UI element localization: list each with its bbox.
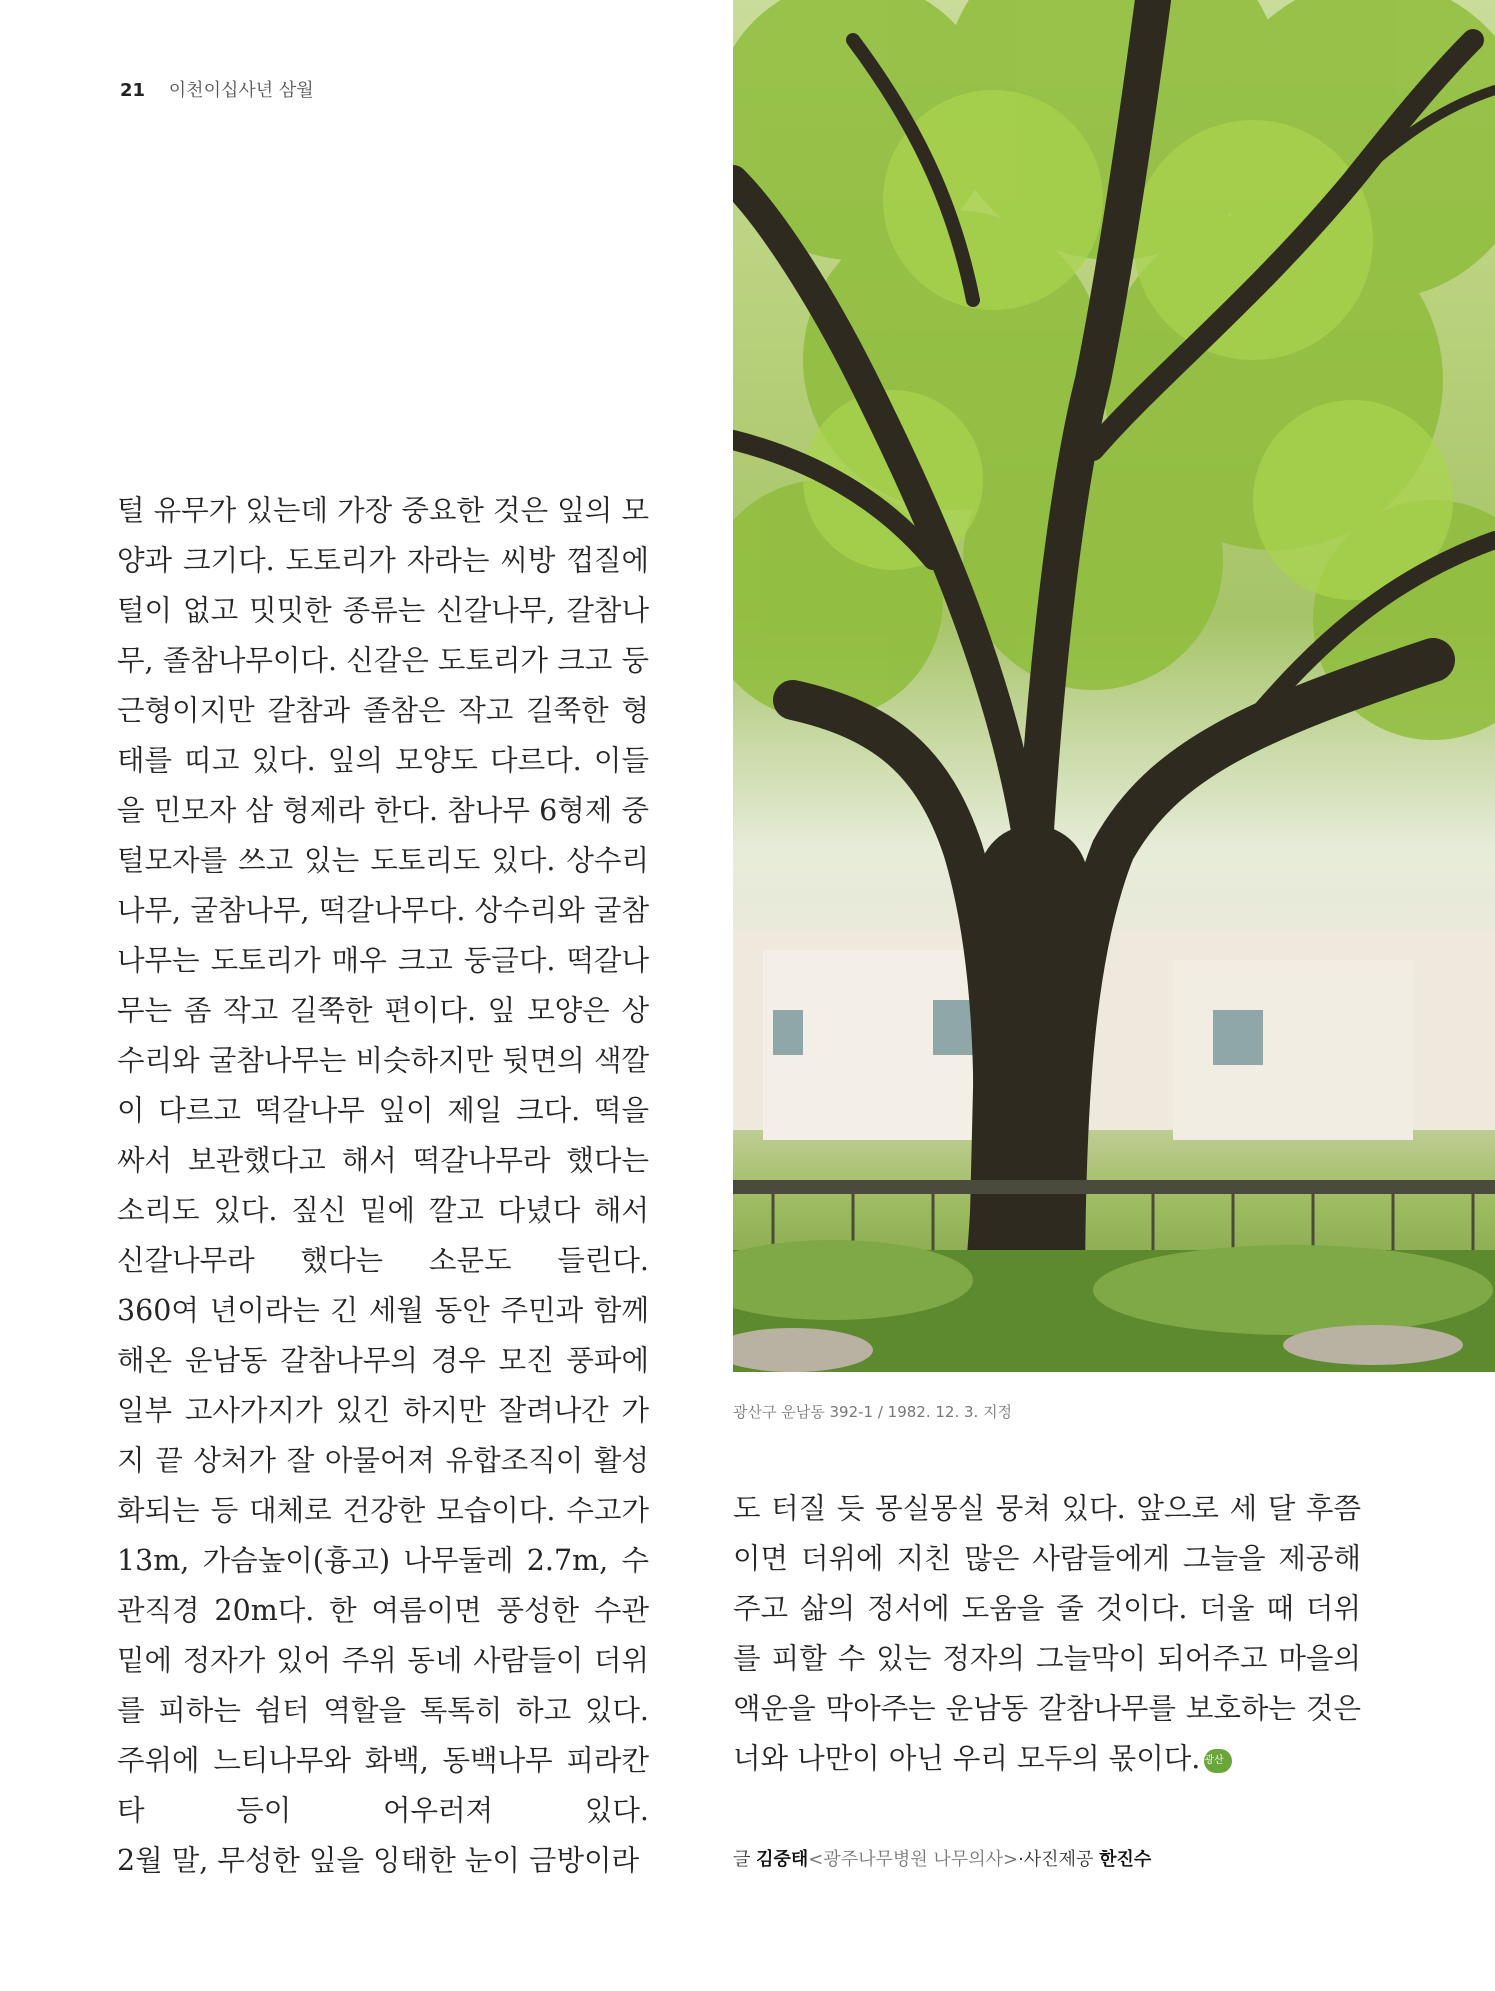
photo-caption: 광산구 운남동 392-1 / 1982. 12. 3. 지정 xyxy=(733,1403,1013,1421)
end-mark-icon: 광산 xyxy=(1204,1749,1232,1773)
byline xyxy=(733,1845,1151,1871)
page-number: 21 xyxy=(120,80,146,101)
writer-affiliation: <광주나무병원 나무의사> xyxy=(808,1849,1019,1870)
issue-title: 이천이십사년 삼월 xyxy=(168,80,314,101)
photo-prefix: 사진제공 xyxy=(1023,1849,1094,1870)
paragraph xyxy=(733,1484,1361,1784)
writer-prefix: 글 xyxy=(733,1849,751,1870)
right-text-column xyxy=(733,1484,1361,1784)
paragraph-text: 도 터질 듯 몽실몽실 뭉쳐 있다. 앞으로 세 달 후쯤이면 더위에 지친 많은 사람들에게 그늘을 제공해 주고 삶의 정서에 도움을 줄 것이다. 더울 때 더위를 피할 수 있는 정자의 그늘막이 되어주고 마을의 액운을 막아주는 운남동 갈참나무를 보호하는 것은 너와 나만이 아닌 우리 모두의 몫이다. xyxy=(733,1492,1361,1775)
writer-name: 김중태 xyxy=(756,1849,809,1870)
left-text-column xyxy=(117,486,649,1886)
page-header xyxy=(120,76,314,102)
tree-illustration xyxy=(733,0,1495,1372)
paragraph: 털 유무가 있는데 가장 중요한 것은 잎의 모양과 크기다. 도토리가 자라는 씨방 껍질에 털이 없고 밋밋한 종류는 신갈나무, 갈참나무, 졸참나무이다. 신갈은 도토리가 크고 둥근형이지만 갈참과 졸참은 작고 길쭉한 형태를 띠고 있다. 잎의 모양도 다르다. 이들을 민모자 삼 형제라 한다. 참나무 6형제 중 털모자를 쓰고 있는 도토리도 있다. 상수리나무, 굴참나무, 떡갈나무다. 상수리와 굴참나무는 도토리가 매우 크고 둥글다. 떡갈나무는 좀 작고 길쭉한 편이다. 잎 모양은 상수리와 굴참나무는 비슷하지만 뒷면의 색깔이 다르고 떡갈나무 잎이 제일 크다. 떡을 싸서 보관했다고 해서 떡갈나무라 했다는 소리도 있다. 짚신 밑에 깔고 다녔다 해서 신갈나무라 했다는 소문도 들린다. xyxy=(117,494,649,1277)
paragraph: 2월 말, 무성한 잎을 잉태한 눈이 금방이라 xyxy=(117,1844,640,1877)
paragraph: 360여 년이라는 긴 세월 동안 주민과 함께 해온 운남동 갈참나무의 경우 모진 풍파에 일부 고사가지가 있긴 하지만 잘려나간 가지 끝 상처가 잘 아물어져 유합조직이 활성화되는 등 대체로 건강한 모습이다. 수고가 13m, 가슴높이(흉고) 나무둘레 2.7m, 수관직경 20m다. 한 여름이면 풍성한 수관 밑에 정자가 있어 주위 동네 사람들이 더위를 피하는 쉼터 역할을 톡톡히 하고 있다. 주위에 느티나무와 화백, 동백나무 피라칸타 등이 어우러져 있다. xyxy=(117,1294,649,1827)
credit-separator: · xyxy=(1018,1849,1024,1870)
photographer-name: 한진수 xyxy=(1099,1849,1152,1870)
tree-photo xyxy=(733,0,1495,1372)
